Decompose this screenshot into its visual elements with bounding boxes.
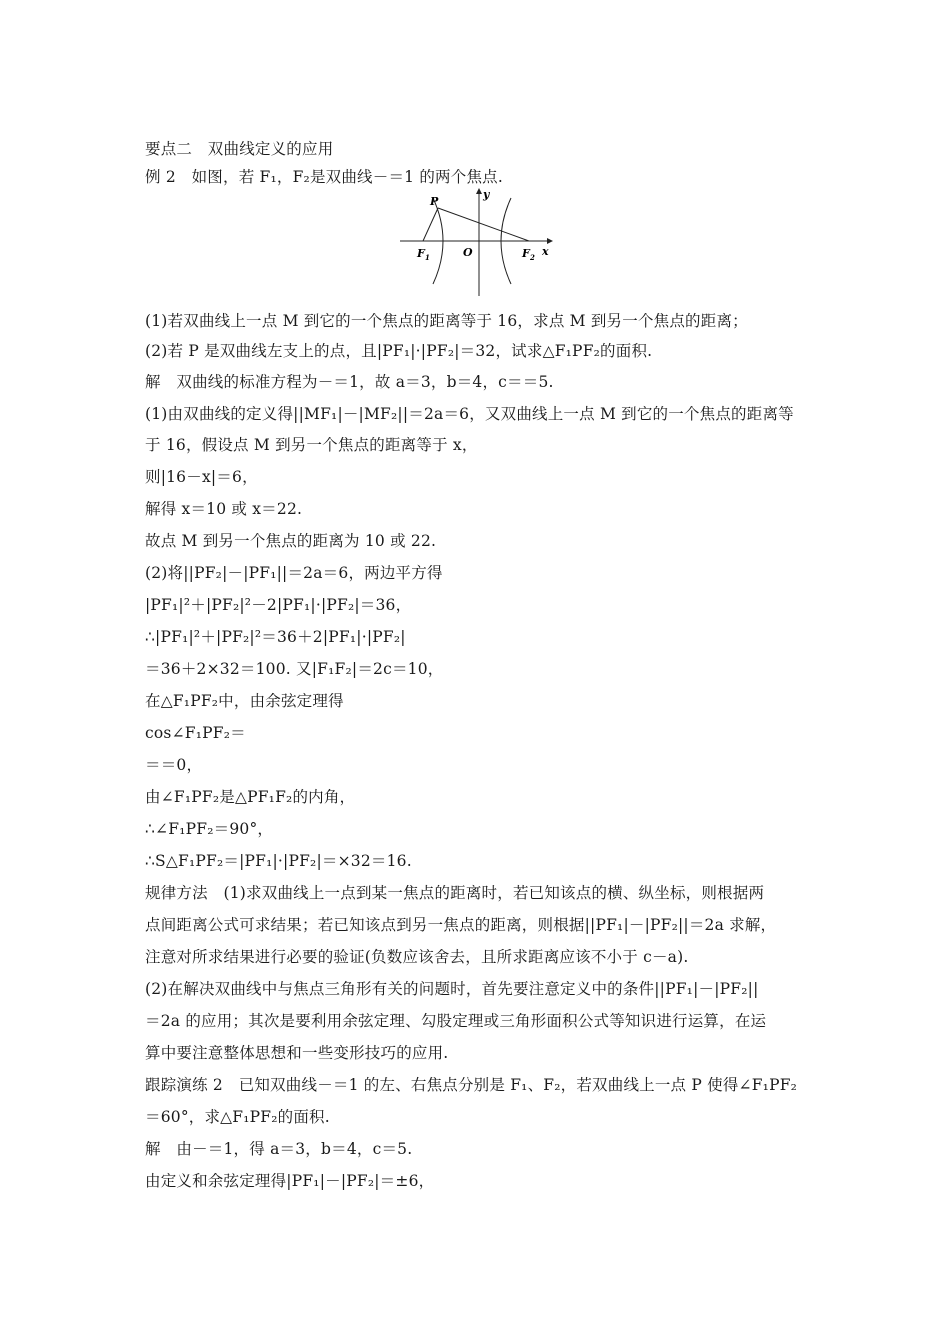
practice-title: 跟踪演练 2 已知双曲线－＝1 的左、右焦点分别是 F₁、F₂，若双曲线上一点 P 使得∠F₁PF₂ [145, 1076, 798, 1094]
solution-line: ＝36＋2×32＝100. 又|F₁F₂|＝2c＝10， [145, 660, 444, 678]
method-summary: 注意对所求结果进行必要的验证(负数应该舍去，且所求距离应该不小于 c－a). [145, 948, 689, 966]
label-f1: F [417, 247, 425, 260]
segment-pf2 [438, 208, 529, 241]
label-f2-sub: 2 [530, 253, 535, 262]
solution-line: ∴S△F₁PF₂＝|PF₁|·|PF₂|＝×32＝16. [145, 852, 412, 870]
label-o: O [463, 246, 473, 259]
method-summary: 规律方法 (1)求双曲线上一点到某一焦点的距离时，若已知该点的横、纵坐标，则根据两 [145, 884, 765, 902]
method-summary: 点间距离公式可求结果；若已知该点到另一焦点的距离，则根据||PF₁|－|PF₂||＝2a 求解， [145, 916, 777, 934]
method-summary: (2)在解决双曲线中与焦点三角形有关的问题时，首先要注意定义中的条件||PF₁|－|PF₂|| [145, 980, 759, 998]
segment-pf1 [423, 208, 438, 241]
solution-line: (1)由双曲线的定义得||MF₁|－|MF₂||＝2a＝6，又双曲线上一点 M 到它的一个焦点的距离等 [145, 405, 794, 423]
y-axis-arrow [476, 188, 482, 194]
solution-line: ＝＝0， [145, 756, 203, 774]
question-1: (1)若双曲线上一点 M 到它的一个焦点的距离等于 16，求点 M 到另一个焦点的距离； [145, 312, 748, 330]
section-heading: 要点二 双曲线定义的应用 [145, 140, 334, 158]
label-y: y [483, 188, 490, 201]
solution-line: ∴∠F₁PF₂＝90°， [145, 820, 274, 838]
question-2: (2)若 P 是双曲线左支上的点，且|PF₁|·|PF₂|＝32，试求△F₁PF₂的面积. [145, 342, 653, 360]
hyperbola-diagram [395, 188, 555, 300]
method-summary: 算中要注意整体思想和一些变形技巧的应用. [145, 1044, 449, 1062]
solution-line: ∴|PF₁|²＋|PF₂|²＝36＋2|PF₁|·|PF₂| [145, 628, 406, 646]
solution-intro: 解 双曲线的标准方程为－＝1，故 a＝3，b＝4，c＝＝5. [145, 373, 554, 391]
solution-line: 则|16－x|＝6， [145, 468, 258, 486]
label-p: P [430, 195, 439, 208]
solution-line: |PF₁|²＋|PF₂|²－2|PF₁|·|PF₂|＝36， [145, 596, 412, 614]
label-f1-sub: 1 [425, 253, 430, 262]
label-x: x [542, 245, 549, 258]
solution-line: 由∠F₁PF₂是△PF₁F₂的内角， [145, 788, 356, 806]
solution-line: cos∠F₁PF₂＝ [145, 724, 246, 742]
method-summary: ＝2a 的应用；其次是要利用余弦定理、勾股定理或三角形面积公式等知识进行运算，在运 [145, 1012, 767, 1030]
hyperbola-figure [395, 188, 555, 300]
solution-line: 故点 M 到另一个焦点的距离为 10 或 22. [145, 532, 437, 550]
solution-line: (2)将||PF₂|－|PF₁||＝2a＝6，两边平方得 [145, 564, 443, 582]
example-title: 例 2 如图，若 F₁，F₂是双曲线－＝1 的两个焦点. [145, 168, 503, 186]
practice-solution: 由定义和余弦定理得|PF₁|－|PF₂|＝±6， [145, 1172, 435, 1190]
solution-line: 于 16，假设点 M 到另一个焦点的距离等于 x， [145, 436, 478, 454]
practice-solution: 解 由－＝1，得 a＝3，b＝4，c＝5. [145, 1140, 413, 1158]
solution-line: 在△F₁PF₂中，由余弦定理得 [145, 692, 344, 710]
label-f2: F [522, 247, 530, 260]
x-axis-arrow [547, 238, 553, 244]
practice-title: ＝60°，求△F₁PF₂的面积. [145, 1108, 330, 1126]
solution-line: 解得 x＝10 或 x＝22. [145, 500, 303, 518]
